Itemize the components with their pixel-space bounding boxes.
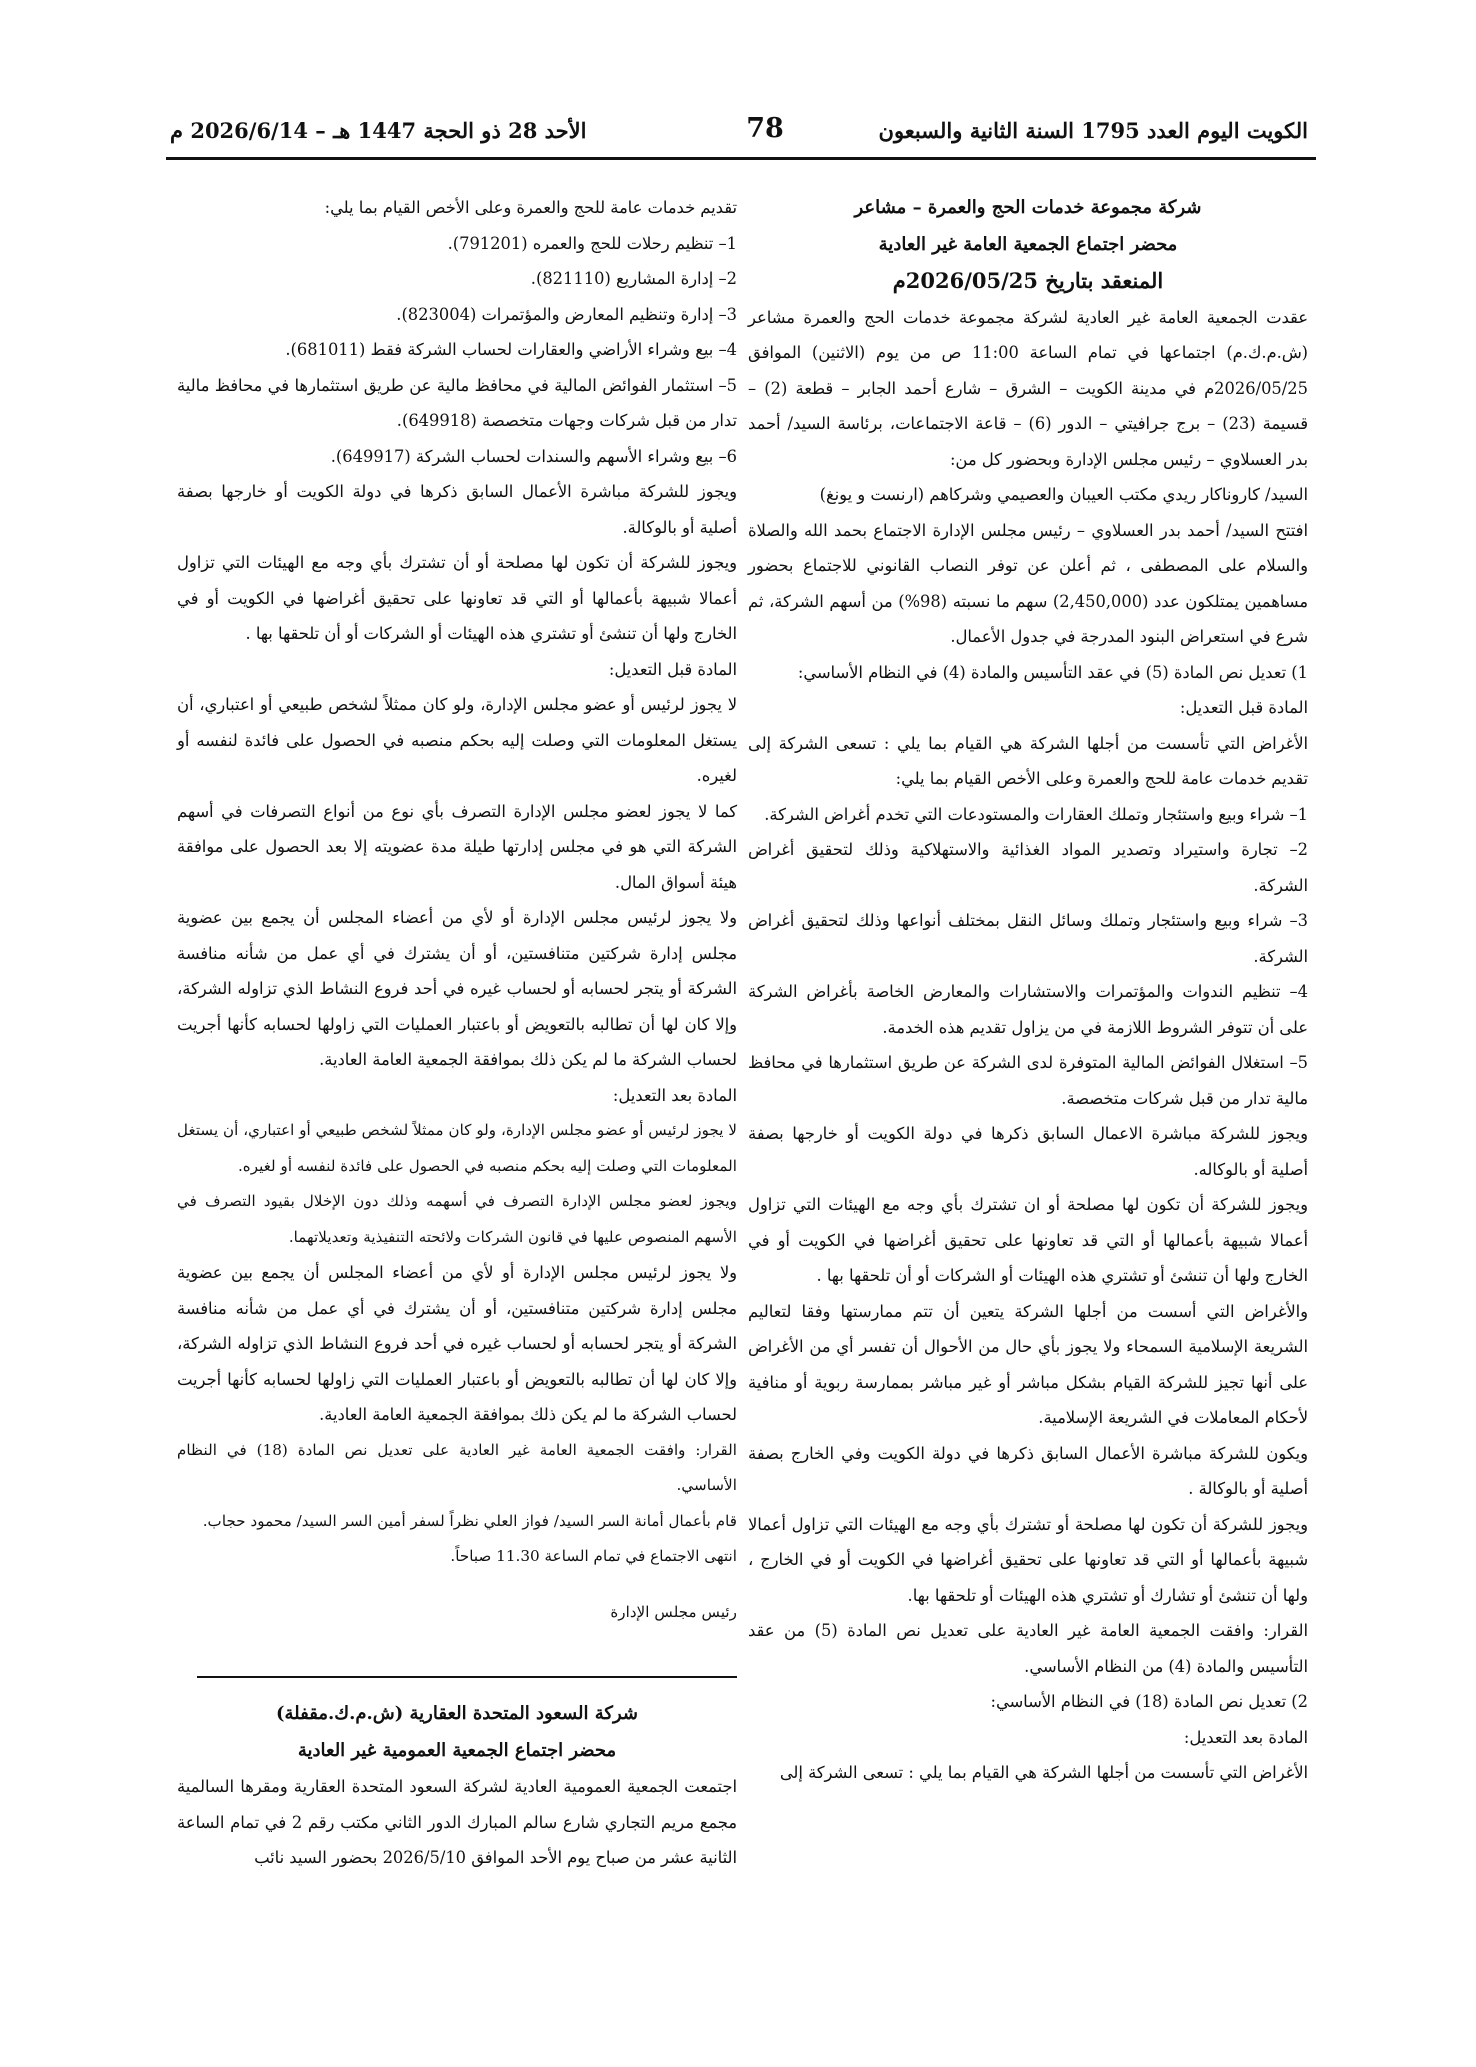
paragraph: كما لا يجوز لعضو مجلس الإدارة التصرف بأي نوع من أنواع التصرفات في أسهم الشركة التي هو في مجلس إدارتها طيلة مدة عضويته إلا بعد الحصول على موافقة هيئة أسواق المال. (177, 801, 737, 892)
paragraph: ويجوز لعضو مجلس الإدارة التصرف في أسهمه وذلك دون الإخلال بقيود التصرف في الأسهم المنصوص عليها في قانون الشركات ولائحته التنفيذية وتعديلاتهما. (177, 1192, 737, 1246)
paragraph: قام بأعمال أمانة السر السيد/ فواز العلي نظراً لسفر أمين السر السيد/ محمود حجاب. (202, 1511, 737, 1530)
paragraph: لا يجوز لرئيس أو عضو مجلس الإدارة، ولو كان ممثلاً لشخص طبيعي أو اعتباري، أن يستغل المعلومات التي وصلت إليه بحكم منصبه في الحصول على فائدة لنفسه أو لغيره. (177, 695, 737, 785)
paragraph: القرار: وافقت الجمعية العامة غير العادية على تعديل نص المادة (18) في النظام الأساسي. (177, 1440, 737, 1494)
paragraph: 4– بيع وشراء الأراضي والعقارات لحساب الشركة فقط (681011). (285, 340, 737, 359)
paragraph: اجتمعت الجمعية العمومية العادية لشركة السعود المتحدة العقارية ومقرها السالمية مجمع مريم التجاري شارع سالم المبارك الدور الثاني مكتب رقم 2 في تمام الساعة الثانية عشر من صباح يوم الأحد الموافق 2026/5/10 بحضور السيد نائب (177, 1777, 738, 1867)
paragraph: ويجوز للشركة أن تكون لها مصلحة أو أن تشترك بأي وجه مع الهيئات التي تزاول أعمالا شبيهة بأعمالها أو التي قد تعاونها على تحقيق أغراضها في الكويت أو في الخارج ولها أن تنشئ أو تشتري هذه الهيئات أو الشركات أو أن تلحقها بها . (177, 553, 737, 643)
paragraph: 1) تعديل نص المادة (5) في عقد التأسيس والمادة (4) في النظام الأساسي: (797, 662, 1308, 682)
paragraph: الأغراض التي تأسست من أجلها الشركة هي القيام بما يلي : تسعى الشركة إلى تقديم خدمات عامة للحج والعمرة وعلى الأخص القيام بما يلي: (748, 733, 1308, 788)
paragraph: عقدت الجمعية العامة غير العادية لشركة مجموعة خدمات الحج والعمرة مشاعر (ش.م.ك.م) اجتماعها في تمام الساعة 11:00 ص من يوم (الاثنين) الموافق 2026/05/25م في مدينة الكويت – الشرق – شارع أحمد الجابر – قطعة (2) – قسيمة (23) – برج جرافيتي – الدور (6) – قاعة الاجتماعات، برئاسة السيد/ أحمد بدر العسلاوي – رئيس مجلس الإدارة وبحضور كل من: (748, 307, 1309, 469)
paragraph: المادة بعد التعديل: (612, 1085, 737, 1105)
minutes-title: محضر اجتماع الجمعية العامة غير العادية (878, 233, 1178, 255)
company-title: شركة السعود المتحدة العقارية (ش.م.ك.مقفلة) (275, 1703, 639, 1724)
right-column (748, 190, 1308, 2027)
paragraph: انتهى الاجتماع في تمام الساعة 11.30 صباحاً. (450, 1547, 737, 1565)
paragraph: 5– استغلال الفوائض المالية المتوفرة لدى الشركة عن طريق استثمارها في محافظ مالية تدار من قبل شركات متخصصة. (748, 1053, 1308, 1108)
paragraph: 6– بيع وشراء الأسهم والسندات لحساب الشركة (649917). (330, 446, 737, 466)
page-number: 78 (746, 113, 784, 144)
paragraph: ويجوز للشركة أن تكون لها مصلحة أو تشترك بأي وجه مع الهيئات التي تزاول أعمالا شبيهة بأعمالها أو التي قد تعاونها على تحقيق أغراضها في الكويت أو في الخارج ، ولها أن تنشئ أو تشارك أو تشتري هذه الهيئات أو تلحقها بها. (748, 1514, 1308, 1605)
paragraph: ويجوز للشركة مباشرة الأعمال السابق ذكرها في دولة الكويت أو خارجها بصفة أصلية أو بالوكالة. (177, 482, 737, 537)
paragraph: السيد/ كاروناكار ريدي مكتب العيبان والعصيمي وشركاهم (ارنست و يونغ) (819, 485, 1308, 504)
paragraph: المادة قبل التعديل: (1179, 698, 1308, 717)
paragraph: 2– إدارة المشاريع (821110). (530, 269, 737, 288)
company-title: شركة مجموعة خدمات الحج والعمرة – مشاعر (854, 197, 1202, 218)
paragraph: افتتح السيد/ أحمد بدر العسلاوي – رئيس مجلس الإدارة الاجتماع بحمد الله والصلاة والسلام على المصطفى ، ثم أعلن عن توفر النصاب القانوني للاجتماع بحضور مساهمين يمتلكون عدد (2,450,000) سهم ما نسبته (98%) من أسهم الشركة، ثم شرع في استعراض البنود المدرجة في جدول الأعمال. (748, 520, 1308, 646)
paragraph: لا يجوز لرئيس أو عضو مجلس الإدارة، ولو كان ممثلاً لشخص طبيعي أو اعتباري، أن يستغل المعلومات التي وصلت إليه بحكم منصبه في الحصول على فائدة لنفسه أو لغيره. (176, 1121, 737, 1175)
section-divider (197, 1676, 737, 1678)
paragraph: 3– شراء وبيع واستئجار وتملك وسائل النقل بمختلف أنواعها وذلك لتحقيق أغراض الشركة. (748, 911, 1308, 966)
paragraph: ويجوز للشركة أن تكون لها مصلحة أو ان تشترك بأي وجه مع الهيئات التي تزاول أعمالا شبيهة بأعمالها أو التي قد تعاونها على تحقيق أغراضها في الكويت أو في الخارج ولها أن تنشئ أو تشتري هذه الهيئات أو الشركات أو أن تلحقها بها . (748, 1195, 1308, 1285)
paragraph: الأغراض التي تأسست من أجلها الشركة هي القيام بما يلي : تسعى الشركة إلى (779, 1763, 1308, 1782)
paragraph: ويكون للشركة مباشرة الأعمال السابق ذكرها في دولة الكويت وفي الخارج بصفة أصلية أو بالوكالة . (748, 1443, 1308, 1498)
meeting-date-title: المنعقد بتاريخ 2026/05/25م (892, 268, 1164, 293)
paragraph: القرار: وافقت الجمعية العامة غير العادية على تعديل نص المادة (5) من عقد التأسيس والمادة (4) من النظام الأساسي. (748, 1621, 1308, 1676)
paragraph: ولا يجوز لرئيس مجلس الإدارة أو لأي من أعضاء المجلس أن يجمع بين عضوية مجلس إدارة شركتين متنافستين، أو أن يشترك في أي عمل من شأنه منافسة الشركة أو يتجر لحسابه أو لحساب غيره في أحد فروع النشاط الذي تزاوله الشركة، وإلا كان لها أن تطالبه بالتعويض أو باعتبار العمليات التي زاولها لحسابه كأنها أجريت لحساب الشركة ما لم يكن ذلك بموافقة الجمعية العامة العادية. (177, 1263, 737, 1424)
minutes-title: محضر اجتماع الجمعية العمومية غير العادية (297, 1739, 617, 1761)
paragraph: 2– تجارة واستيراد وتصدير المواد الغذائية والاستهلاكية وذلك لتحقيق أغراض الشركة. (748, 840, 1308, 895)
paragraph: 5– استثمار الفوائض المالية في محافظ مالية عن طريق استثمارها في محافظ مالية تدار من قبل شركات وجهات متخصصة (649918). (177, 375, 737, 430)
header-issue-info: الكويت اليوم العدد 1795 السنة الثانية والسبعون (878, 118, 1308, 143)
paragraph: ولا يجوز لرئيس مجلس الإدارة أو لأي من أعضاء المجلس أن يجمع بين عضوية مجلس إدارة شركتين متنافستين، أو أن يشترك في أي عمل من شأنه منافسة الشركة أو يتجر لحسابه أو لحساب غيره في أحد فروع النشاط الذي تزاوله الشركة، وإلا كان لها أن تطالبه بالتعويض أو باعتبار العمليات التي زاولها لحسابه كأنها أجريت لحساب الشركة ما لم يكن ذلك بموافقة الجمعية العامة العادية. (177, 908, 737, 1069)
paragraph: 4– تنظيم الندوات والمؤتمرات والاستشارات والمعارض الخاصة بأغراض الشركة على أن تتوفر الشروط اللازمة في من يزاول تقديم هذه الخدمة. (748, 982, 1308, 1037)
paragraph: 3– إدارة وتنظيم المعارض والمؤتمرات (823004). (396, 304, 737, 324)
left-column (177, 190, 737, 2027)
paragraph: 2) تعديل نص المادة (18) في النظام الأساسي: (990, 1692, 1308, 1711)
signature-line: رئيس مجلس الإدارة (610, 1602, 737, 1621)
paragraph: المادة قبل التعديل: (608, 659, 737, 679)
paragraph: والأغراض التي أسست من أجلها الشركة يتعين أن تتم ممارستها وفقا لتعاليم الشريعة الإسلامية السمحاء ولا يجوز بأي حال من الأحوال أن تفسر أي من الأغراض على أنها تجيز للشركة القيام بشكل مباشر أو غير مباشر بممارسة ربوية أو منافية لأحكام المعاملات في الشريعة الإسلامية. (748, 1301, 1308, 1427)
header-date: الأحد 28 ذو الحجة 1447 هـ – 2026/6/14 م (170, 118, 587, 143)
header-rule (166, 157, 1316, 160)
paragraph: 1– تنظيم رحلات للحج والعمره (791201). (447, 233, 737, 253)
paragraph: ويجوز للشركة مباشرة الاعمال السابق ذكرها في دولة الكويت أو خارجها بصفة أصلية أو بالوكاله. (748, 1124, 1308, 1179)
paragraph: تقديم خدمات عامة للحج والعمرة وعلى الأخص القيام بما يلي: (324, 198, 737, 217)
paragraph: المادة بعد التعديل: (1183, 1727, 1308, 1747)
paragraph: 1– شراء وبيع واستئجار وتملك العقارات والمستودعات التي تخدم أغراض الشركة. (764, 804, 1308, 824)
